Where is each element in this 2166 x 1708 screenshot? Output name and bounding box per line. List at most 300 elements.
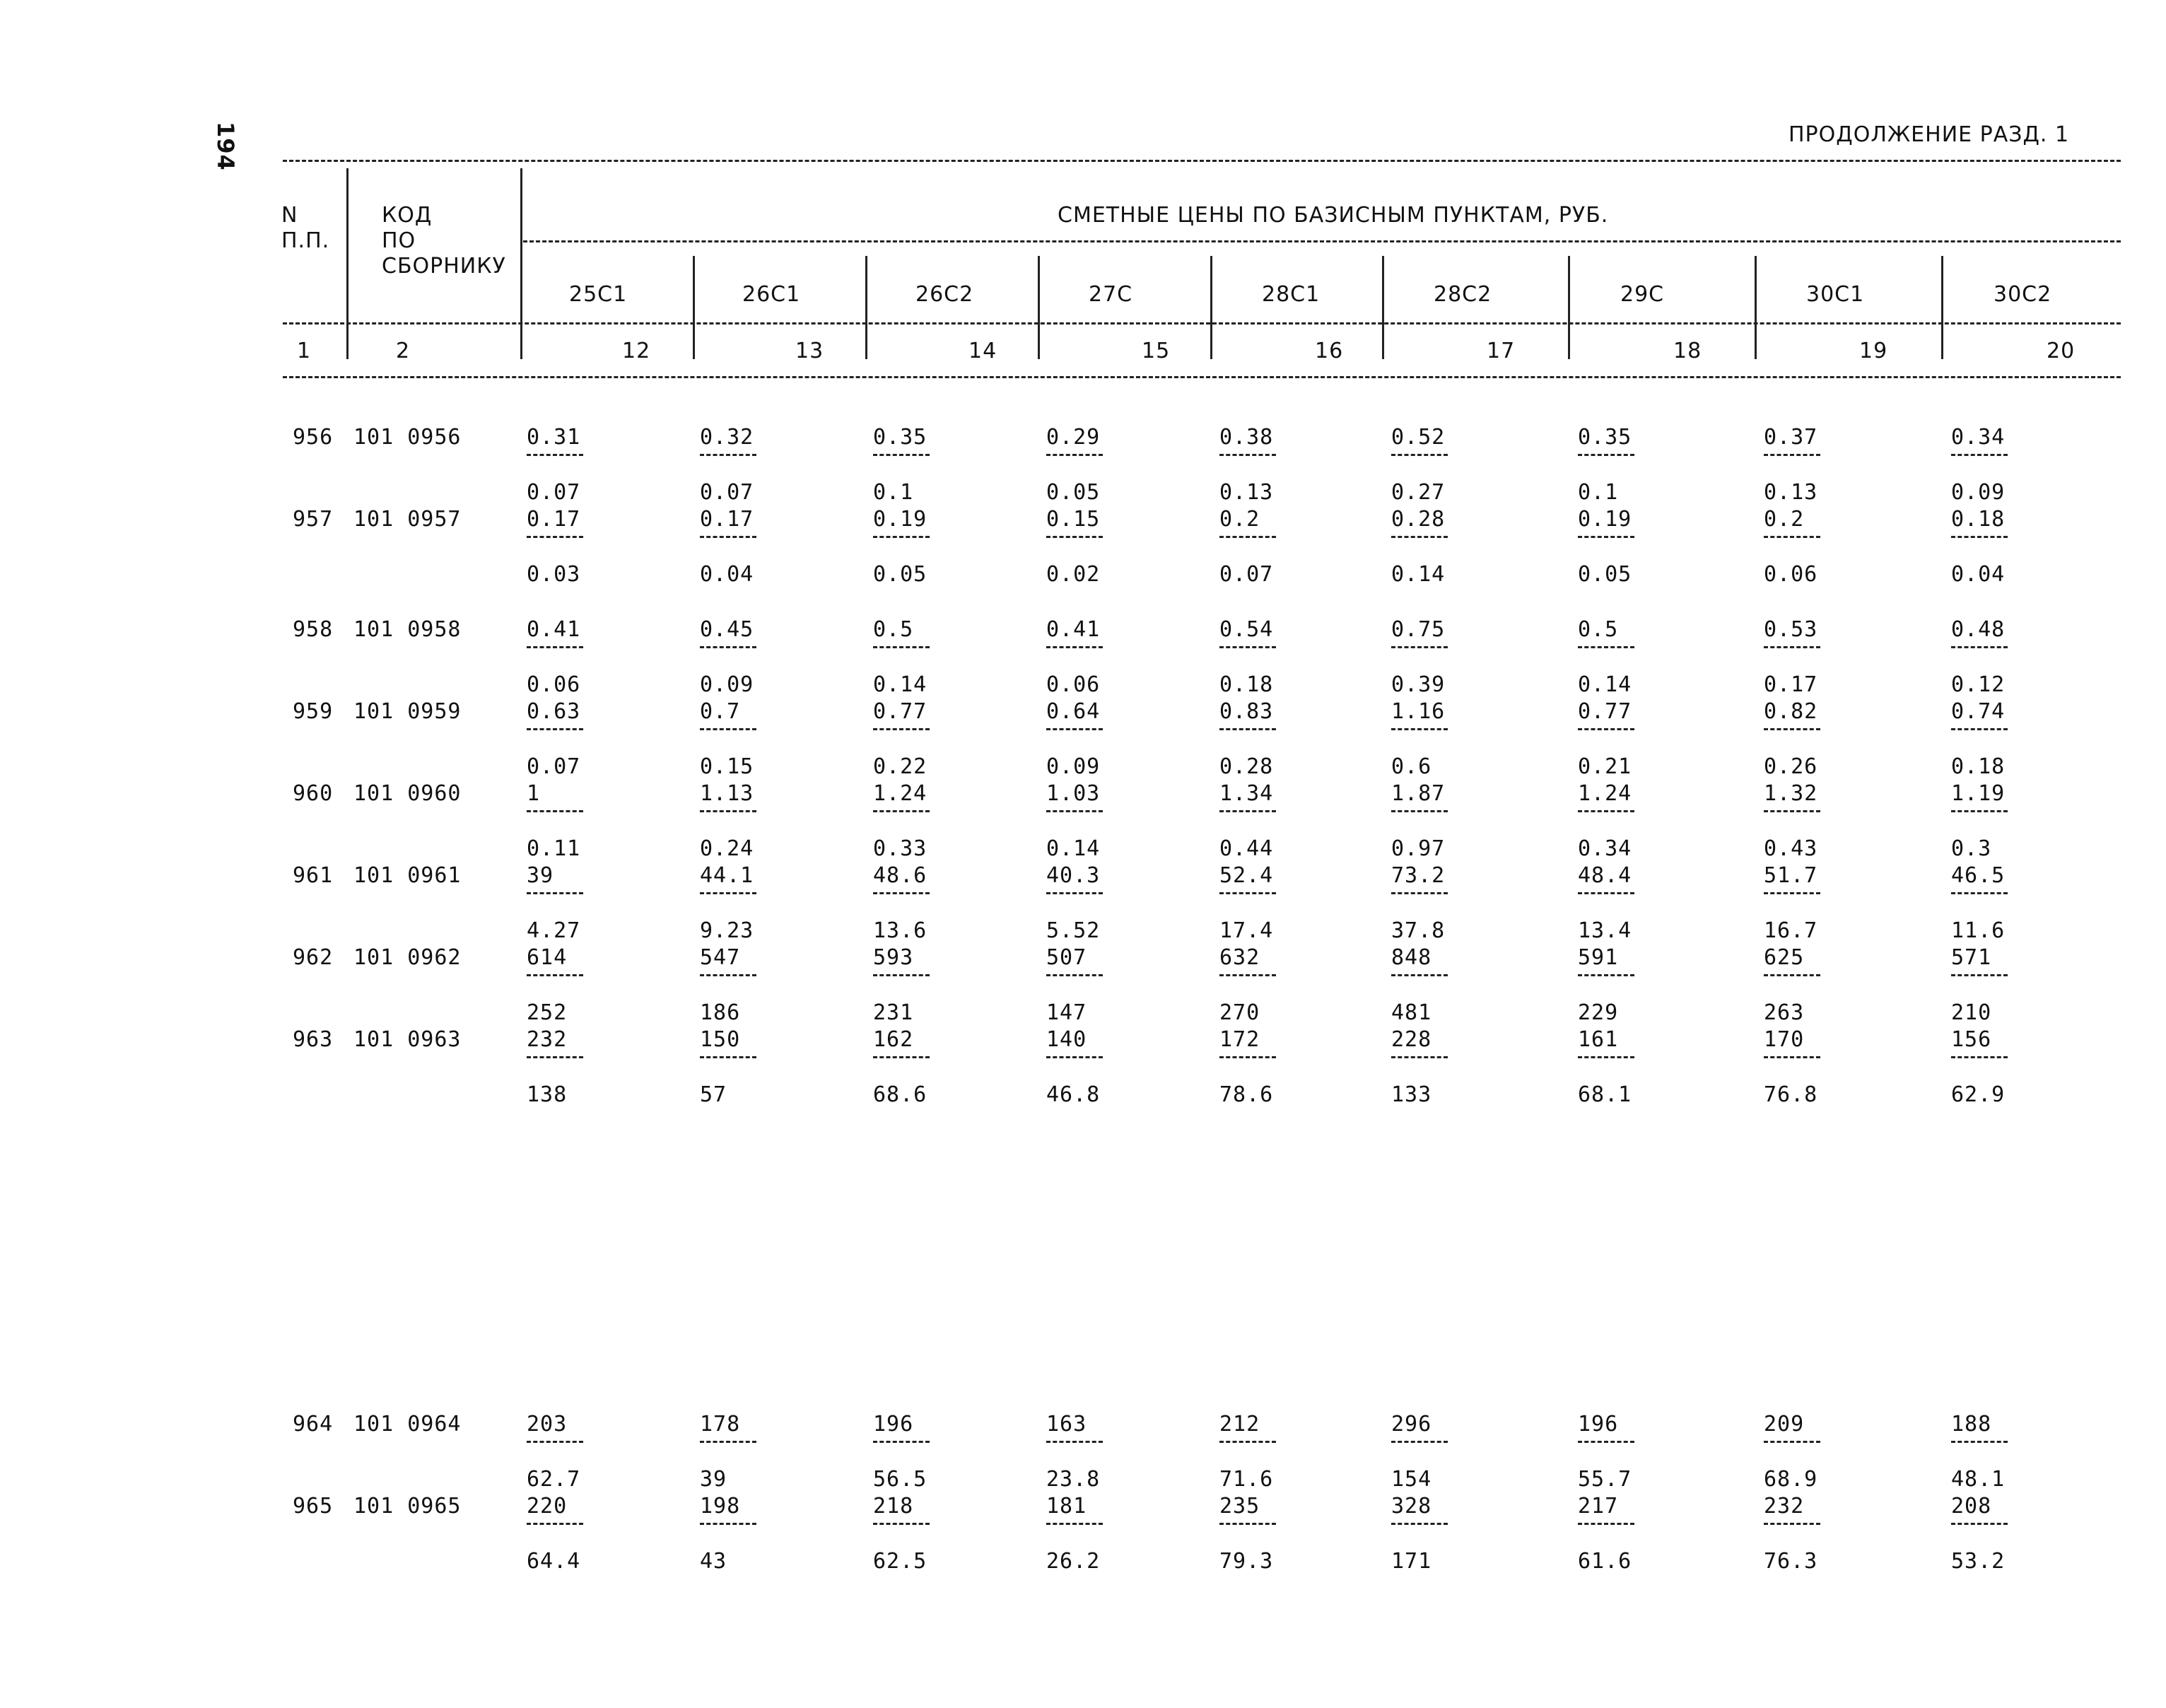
cell-numerator: 203 (527, 1412, 568, 1437)
cell-denominator: 0.06 (1764, 562, 1818, 587)
fraction-bar (1219, 1056, 1276, 1058)
cell-denominator: 76.8 (1764, 1082, 1818, 1107)
header-point-label: 28С2 (1434, 282, 1492, 307)
fraction-bar (527, 454, 583, 456)
header-col-num: 2 (396, 339, 411, 363)
cell-numerator: 0.74 (1951, 699, 2006, 724)
cell-numerator: 51.7 (1764, 863, 1818, 888)
cell-numerator: 0.18 (1951, 507, 2006, 532)
cell-denominator: 46.8 (1046, 1082, 1101, 1107)
cell-numerator: 228 (1391, 1027, 1432, 1052)
cell-denominator: 4.27 (527, 918, 581, 943)
cell-numerator: 0.41 (527, 617, 581, 642)
row-code: 101 0956 (353, 425, 462, 450)
header-point-label: 27С (1089, 282, 1133, 307)
header-col-num: 16 (1315, 339, 1344, 363)
fraction-bar (527, 892, 583, 894)
cell-denominator: 0.07 (527, 480, 581, 505)
cell-numerator: 0.35 (873, 425, 927, 450)
fraction-bar (527, 974, 583, 976)
cell-denominator: 5.52 (1046, 918, 1101, 943)
cell-denominator: 133 (1391, 1082, 1432, 1107)
fraction-bar (873, 728, 930, 730)
fraction-bar (873, 1441, 930, 1443)
header-vsep-point (1755, 256, 1757, 359)
fraction-bar (1578, 810, 1634, 812)
cell-denominator: 0.07 (700, 480, 754, 505)
cell-denominator: 0.18 (1951, 754, 2006, 779)
cell-denominator: 210 (1951, 1000, 1992, 1025)
header-vsep-point (1941, 256, 1943, 359)
cell-numerator: 0.54 (1219, 617, 1274, 642)
cell-numerator: 0.52 (1391, 425, 1446, 450)
cell-numerator: 212 (1219, 1412, 1260, 1437)
fraction-bar (1951, 974, 2008, 976)
fraction-bar (1219, 892, 1276, 894)
cell-denominator: 0.13 (1764, 480, 1818, 505)
fraction-bar (700, 1441, 756, 1443)
cell-numerator: 162 (873, 1027, 914, 1052)
cell-numerator: 220 (527, 1494, 568, 1519)
cell-numerator: 140 (1046, 1027, 1087, 1052)
fraction-bar (1951, 646, 2008, 648)
cell-denominator: 0.21 (1578, 754, 1632, 779)
cell-numerator: 150 (700, 1027, 741, 1052)
cell-numerator: 614 (527, 945, 568, 970)
fraction-bar (1951, 454, 2008, 456)
row-code: 101 0960 (353, 781, 462, 806)
fraction-bar (1764, 974, 1820, 976)
cell-numerator: 848 (1391, 945, 1432, 970)
cell-numerator: 217 (1578, 1494, 1619, 1519)
cell-denominator: 0.11 (527, 836, 581, 861)
header-top-rule (283, 160, 2121, 162)
fraction-bar (1219, 1441, 1276, 1443)
fraction-bar (1764, 810, 1820, 812)
fraction-bar (527, 728, 583, 730)
cell-denominator: 0.03 (527, 562, 581, 587)
cell-numerator: 1.87 (1391, 781, 1446, 806)
cell-numerator: 198 (700, 1494, 741, 1519)
cell-numerator: 0.29 (1046, 425, 1101, 450)
fraction-bar (700, 892, 756, 894)
fraction-bar (1764, 728, 1820, 730)
header-vsep-code (520, 168, 522, 359)
fraction-bar (1951, 728, 2008, 730)
cell-numerator: 188 (1951, 1412, 1992, 1437)
fraction-bar (1951, 1056, 2008, 1058)
cell-denominator: 0.24 (700, 836, 754, 861)
fraction-bar (1046, 536, 1103, 538)
fraction-bar (1951, 1523, 2008, 1525)
cell-numerator: 591 (1578, 945, 1619, 970)
cell-numerator: 1.19 (1951, 781, 2006, 806)
cell-denominator: 252 (527, 1000, 568, 1025)
header-bottom-rule (283, 376, 2121, 378)
cell-denominator: 138 (527, 1082, 568, 1107)
cell-numerator: 232 (527, 1027, 568, 1052)
row-number: 965 (293, 1494, 334, 1519)
cell-denominator: 229 (1578, 1000, 1619, 1025)
row-number: 959 (293, 699, 334, 724)
cell-denominator: 0.1 (873, 480, 914, 505)
cell-denominator: 0.26 (1764, 754, 1818, 779)
cell-denominator: 0.15 (700, 754, 754, 779)
cell-numerator: 0.38 (1219, 425, 1274, 450)
cell-numerator: 1.34 (1219, 781, 1274, 806)
fraction-bar (700, 1056, 756, 1058)
cell-denominator: 186 (700, 1000, 741, 1025)
cell-denominator: 61.6 (1578, 1549, 1632, 1574)
cell-numerator: 0.83 (1219, 699, 1274, 724)
cell-denominator: 154 (1391, 1467, 1432, 1492)
cell-numerator: 0.75 (1391, 617, 1446, 642)
header-col-num: 18 (1673, 339, 1702, 363)
header-num-label-2: П.П. (281, 228, 330, 253)
cell-numerator: 0.19 (873, 507, 927, 532)
cell-numerator: 0.63 (527, 699, 581, 724)
fraction-bar (1391, 974, 1448, 976)
cell-denominator: 0.05 (873, 562, 927, 587)
cell-denominator: 0.05 (1046, 480, 1101, 505)
cell-numerator: 571 (1951, 945, 1992, 970)
cell-numerator: 632 (1219, 945, 1260, 970)
fraction-bar (1578, 1056, 1634, 1058)
fraction-bar (873, 646, 930, 648)
row-code: 101 0958 (353, 617, 462, 642)
fraction-bar (1219, 1523, 1276, 1525)
fraction-bar (1764, 1056, 1820, 1058)
cell-denominator: 78.6 (1219, 1082, 1274, 1107)
fraction-bar (873, 454, 930, 456)
header-cols-rule (283, 322, 2121, 324)
cell-numerator: 235 (1219, 1494, 1260, 1519)
cell-denominator: 0.02 (1046, 562, 1101, 587)
fraction-bar (527, 810, 583, 812)
fraction-bar (1219, 646, 1276, 648)
fraction-bar (700, 810, 756, 812)
fraction-bar (1391, 454, 1448, 456)
fraction-bar (527, 1056, 583, 1058)
fraction-bar (1578, 646, 1634, 648)
fraction-bar (1578, 536, 1634, 538)
cell-denominator: 43 (700, 1549, 727, 1574)
header-vsep-point (1382, 256, 1384, 359)
cell-numerator: 0.34 (1951, 425, 2006, 450)
fraction-bar (1391, 810, 1448, 812)
fraction-bar (1764, 892, 1820, 894)
header-code-label: КОД (382, 203, 433, 228)
header-vsep-point (693, 256, 695, 359)
cell-denominator: 23.8 (1046, 1467, 1101, 1492)
cell-denominator: 0.18 (1219, 672, 1274, 697)
fraction-bar (1046, 810, 1103, 812)
cell-numerator: 1 (527, 781, 541, 806)
cell-denominator: 0.07 (1219, 562, 1274, 587)
fraction-bar (1764, 454, 1820, 456)
fraction-bar (1391, 728, 1448, 730)
cell-denominator: 0.09 (700, 672, 754, 697)
cell-numerator: 0.77 (873, 699, 927, 724)
fraction-bar (700, 454, 756, 456)
fraction-bar (1578, 892, 1634, 894)
header-vsep-point (1038, 256, 1040, 359)
cell-numerator: 170 (1764, 1027, 1805, 1052)
fraction-bar (527, 1523, 583, 1525)
cell-numerator: 1.24 (873, 781, 927, 806)
cell-denominator: 481 (1391, 1000, 1432, 1025)
header-col-num: 17 (1487, 339, 1516, 363)
fraction-bar (1391, 1056, 1448, 1058)
cell-denominator: 0.04 (1951, 562, 2006, 587)
fraction-bar (1046, 1523, 1103, 1525)
fraction-bar (1391, 536, 1448, 538)
fraction-bar (1219, 810, 1276, 812)
fraction-bar (1578, 974, 1634, 976)
cell-denominator: 48.1 (1951, 1467, 2006, 1492)
cell-numerator: 0.41 (1046, 617, 1101, 642)
fraction-bar (1046, 728, 1103, 730)
cell-denominator: 26.2 (1046, 1549, 1101, 1574)
fraction-bar (1219, 536, 1276, 538)
cell-denominator: 13.6 (873, 918, 927, 943)
cell-numerator: 0.17 (700, 507, 754, 532)
cell-numerator: 0.35 (1578, 425, 1632, 450)
header-point-label: 25С1 (569, 282, 628, 307)
cell-denominator: 17.4 (1219, 918, 1274, 943)
header-col-num: 15 (1142, 339, 1171, 363)
fraction-bar (1391, 1523, 1448, 1525)
fraction-bar (1764, 646, 1820, 648)
cell-numerator: 0.53 (1764, 617, 1818, 642)
fraction-bar (1391, 646, 1448, 648)
header-col-num: 14 (968, 339, 997, 363)
fraction-bar (527, 1441, 583, 1443)
cell-denominator: 68.6 (873, 1082, 927, 1107)
cell-denominator: 0.27 (1391, 480, 1446, 505)
cell-denominator: 0.43 (1764, 836, 1818, 861)
header-vsep-point (865, 256, 867, 359)
cell-numerator: 0.19 (1578, 507, 1632, 532)
cell-denominator: 171 (1391, 1549, 1432, 1574)
cell-denominator: 0.14 (873, 672, 927, 697)
fraction-bar (700, 536, 756, 538)
cell-numerator: 196 (1578, 1412, 1619, 1437)
cell-numerator: 48.4 (1578, 863, 1632, 888)
cell-numerator: 232 (1764, 1494, 1805, 1519)
cell-denominator: 37.8 (1391, 918, 1446, 943)
cell-denominator: 0.97 (1391, 836, 1446, 861)
fraction-bar (1951, 1441, 2008, 1443)
header-col-num: 12 (622, 339, 651, 363)
cell-numerator: 46.5 (1951, 863, 2006, 888)
cell-denominator: 62.9 (1951, 1082, 2006, 1107)
cell-numerator: 0.7 (700, 699, 741, 724)
fraction-bar (873, 1056, 930, 1058)
page-number: 194 (212, 122, 239, 171)
header-num-label: N (281, 203, 298, 228)
cell-numerator: 0.5 (1578, 617, 1619, 642)
fraction-bar (700, 974, 756, 976)
header-col-num: 19 (1859, 339, 1888, 363)
fraction-bar (1046, 974, 1103, 976)
cell-denominator: 39 (700, 1467, 727, 1492)
cell-numerator: 156 (1951, 1027, 1992, 1052)
fraction-bar (1578, 728, 1634, 730)
cell-numerator: 0.77 (1578, 699, 1632, 724)
cell-numerator: 0.17 (527, 507, 581, 532)
fraction-bar (1764, 1523, 1820, 1525)
header-vsep-point (1210, 256, 1212, 359)
cell-numerator: 196 (873, 1412, 914, 1437)
header-point-label: 30С1 (1806, 282, 1865, 307)
cell-denominator: 0.14 (1578, 672, 1632, 697)
row-code: 101 0961 (353, 863, 462, 888)
cell-denominator: 0.07 (527, 754, 581, 779)
row-number: 962 (293, 945, 334, 970)
cell-numerator: 161 (1578, 1027, 1619, 1052)
fraction-bar (700, 728, 756, 730)
cell-denominator: 68.1 (1578, 1082, 1632, 1107)
cell-numerator: 0.32 (700, 425, 754, 450)
fraction-bar (873, 810, 930, 812)
header-prices-title: СМЕТНЫЕ ЦЕНЫ ПО БАЗИСНЫМ ПУНКТАМ, РУБ. (1058, 203, 1609, 228)
header-prices-rule (523, 240, 2121, 242)
fraction-bar (873, 536, 930, 538)
cell-denominator: 16.7 (1764, 918, 1818, 943)
cell-numerator: 0.2 (1764, 507, 1805, 532)
row-number: 963 (293, 1027, 334, 1052)
row-code: 101 0963 (353, 1027, 462, 1052)
cell-denominator: 62.7 (527, 1467, 581, 1492)
fraction-bar (1391, 1441, 1448, 1443)
row-number: 956 (293, 425, 334, 450)
header-vsep-num (346, 168, 349, 359)
fraction-bar (873, 1523, 930, 1525)
fraction-bar (1046, 892, 1103, 894)
header-point-label: 26С1 (742, 282, 801, 307)
row-number: 964 (293, 1412, 334, 1437)
fraction-bar (1391, 892, 1448, 894)
cell-denominator: 270 (1219, 1000, 1260, 1025)
fraction-bar (1219, 974, 1276, 976)
fraction-bar (1219, 454, 1276, 456)
fraction-bar (527, 536, 583, 538)
cell-numerator: 163 (1046, 1412, 1087, 1437)
cell-denominator: 0.3 (1951, 836, 1992, 861)
header-col-num: 20 (2047, 339, 2076, 363)
cell-denominator: 76.3 (1764, 1549, 1818, 1574)
cell-denominator: 79.3 (1219, 1549, 1274, 1574)
cell-numerator: 0.15 (1046, 507, 1101, 532)
cell-numerator: 44.1 (700, 863, 754, 888)
fraction-bar (1951, 892, 2008, 894)
cell-numerator: 181 (1046, 1494, 1087, 1519)
cell-numerator: 208 (1951, 1494, 1992, 1519)
cell-numerator: 178 (700, 1412, 741, 1437)
cell-numerator: 625 (1764, 945, 1805, 970)
cell-denominator: 53.2 (1951, 1549, 2006, 1574)
fraction-bar (873, 892, 930, 894)
fraction-bar (1046, 454, 1103, 456)
cell-numerator: 593 (873, 945, 914, 970)
fraction-bar (700, 646, 756, 648)
cell-numerator: 172 (1219, 1027, 1260, 1052)
cell-numerator: 52.4 (1219, 863, 1274, 888)
cell-numerator: 48.6 (873, 863, 927, 888)
cell-denominator: 0.13 (1219, 480, 1274, 505)
header-code-label-3: СБОРНИКУ (382, 254, 506, 279)
cell-numerator: 0.45 (700, 617, 754, 642)
fraction-bar (1046, 1056, 1103, 1058)
header-point-label: 30С2 (1994, 282, 2052, 307)
cell-denominator: 0.12 (1951, 672, 2006, 697)
cell-denominator: 0.22 (873, 754, 927, 779)
cell-numerator: 0.37 (1764, 425, 1818, 450)
header-vsep-point (1568, 256, 1570, 359)
cell-denominator: 0.6 (1391, 754, 1432, 779)
cell-denominator: 0.06 (1046, 672, 1101, 697)
fraction-bar (700, 1523, 756, 1525)
row-code: 101 0964 (353, 1412, 462, 1437)
cell-denominator: 0.1 (1578, 480, 1619, 505)
fraction-bar (1951, 810, 2008, 812)
cell-denominator: 0.09 (1951, 480, 2006, 505)
cell-denominator: 62.5 (873, 1549, 927, 1574)
cell-denominator: 9.23 (700, 918, 754, 943)
row-code: 101 0957 (353, 507, 462, 532)
cell-denominator: 56.5 (873, 1467, 927, 1492)
fraction-bar (527, 646, 583, 648)
fraction-bar (1578, 454, 1634, 456)
cell-numerator: 0.48 (1951, 617, 2006, 642)
row-code: 101 0965 (353, 1494, 462, 1519)
header-code-label-2: ПО (382, 228, 416, 253)
cell-denominator: 0.33 (873, 836, 927, 861)
cell-numerator: 1.03 (1046, 781, 1101, 806)
fraction-bar (1764, 536, 1820, 538)
cell-denominator: 13.4 (1578, 918, 1632, 943)
cell-numerator: 328 (1391, 1494, 1432, 1519)
cell-numerator: 296 (1391, 1412, 1432, 1437)
cell-denominator: 0.44 (1219, 836, 1274, 861)
cell-denominator: 0.14 (1046, 836, 1101, 861)
cell-denominator: 71.6 (1219, 1467, 1274, 1492)
cell-numerator: 209 (1764, 1412, 1805, 1437)
cell-numerator: 1.13 (700, 781, 754, 806)
cell-denominator: 0.05 (1578, 562, 1632, 587)
cell-denominator: 64.4 (527, 1549, 581, 1574)
cell-denominator: 0.06 (527, 672, 581, 697)
cell-denominator: 68.9 (1764, 1467, 1818, 1492)
cell-denominator: 263 (1764, 1000, 1805, 1025)
cell-denominator: 0.34 (1578, 836, 1632, 861)
fraction-bar (1578, 1523, 1634, 1525)
header-point-label: 28С1 (1262, 282, 1321, 307)
cell-denominator: 0.09 (1046, 754, 1101, 779)
cell-denominator: 0.39 (1391, 672, 1446, 697)
cell-numerator: 1.32 (1764, 781, 1818, 806)
fraction-bar (1046, 646, 1103, 648)
header-point-label: 29С (1620, 282, 1665, 307)
cell-denominator: 55.7 (1578, 1467, 1632, 1492)
header-col-num: 13 (795, 339, 824, 363)
cell-denominator: 147 (1046, 1000, 1087, 1025)
cell-numerator: 0.2 (1219, 507, 1260, 532)
cell-denominator: 231 (873, 1000, 914, 1025)
fraction-bar (1578, 1441, 1634, 1443)
cell-numerator: 0.31 (527, 425, 581, 450)
